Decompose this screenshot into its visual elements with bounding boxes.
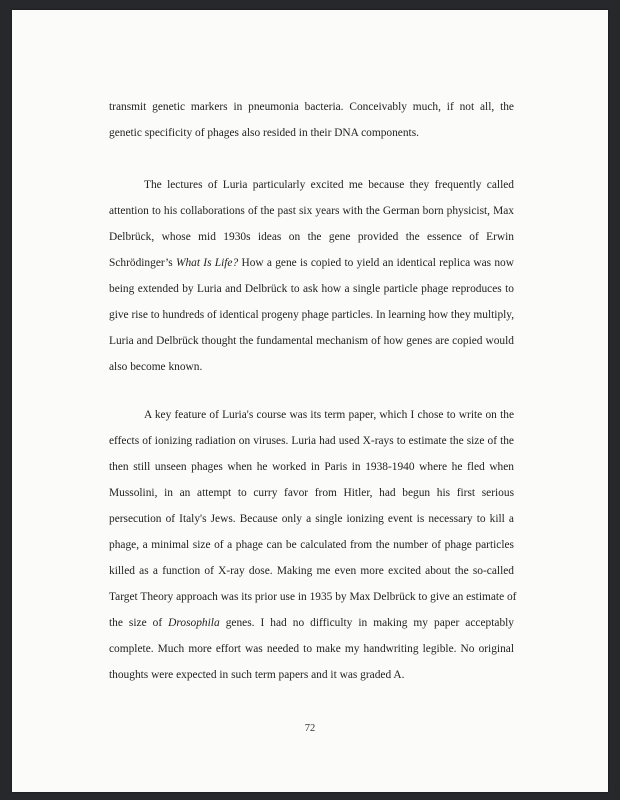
text-line: Delbrück, whose mid 1930s ideas on the gene provided the essence of Erwin — [109, 231, 514, 243]
text-run: Schrödinger’s — [109, 257, 176, 269]
text-run: How a gene is copied to yield an identical replica was now — [241, 257, 514, 269]
text-line: attention to his collaborations of the past six years with the German born physicist, Max — [109, 205, 514, 217]
genus-name: Drosophila — [168, 617, 220, 629]
text-line: phage, a minimal size of a phage can be calculated from the number of phage particles — [109, 539, 514, 551]
text-line: transmit genetic markers in pneumonia bacteria. Conceivably much, if not all, the — [109, 101, 514, 113]
text-line: The lectures of Luria particularly excited me because they frequently called — [144, 179, 514, 191]
text-line: effects of ionizing radiation on viruses. Luria had used X-rays to estimate the size of the — [109, 435, 514, 447]
text-line: A key feature of Luria's course was its term paper, which I chose to write on the — [144, 409, 514, 421]
text-line: complete. Much more effort was needed to make my handwriting legible. No original — [109, 643, 514, 655]
text-run: the size of — [109, 617, 169, 629]
page-number: 72 — [304, 723, 316, 734]
paragraph — [109, 402, 517, 688]
text-line: persecution of Italy's Jews. Because only a single ionizing event is necessary to kill a — [109, 513, 514, 525]
paragraph — [109, 94, 514, 146]
text-line: Mussolini, in an attempt to curry favor from Hitler, had begun his first serious — [109, 487, 514, 499]
book-title: What Is Life? — [175, 257, 239, 269]
text-line — [109, 250, 514, 276]
text-line: give rise to hundreds of identical progeny phage particles. In learning how they multiply, — [109, 309, 515, 321]
text-line: also become known. — [109, 361, 203, 373]
text-line: being extended by Luria and Delbrück to ask how a single particle phage reproduces to — [109, 283, 514, 295]
text-run: genes. I had no difficulty in making my paper acceptably — [225, 617, 515, 629]
text-line: then still unseen phages when he worked in Paris in 1938-1940 where he fled when — [109, 461, 514, 473]
text-line: Target Theory approach was its prior use in 1935 by Max Delbrück to give an estimate of — [109, 591, 517, 603]
text-line: killed as a function of X-ray dose. Making me even more excited about the so-called — [109, 565, 514, 577]
text-line: thoughts were expected in such term papers and it was graded A. — [109, 669, 405, 681]
text-line — [109, 610, 514, 636]
text-line: Luria and Delbrück thought the fundamental mechanism of how genes are copied would — [109, 335, 514, 347]
text-line: genetic specificity of phages also resided in their DNA components. — [109, 127, 419, 139]
paragraph — [109, 172, 514, 380]
document-page — [12, 10, 608, 792]
